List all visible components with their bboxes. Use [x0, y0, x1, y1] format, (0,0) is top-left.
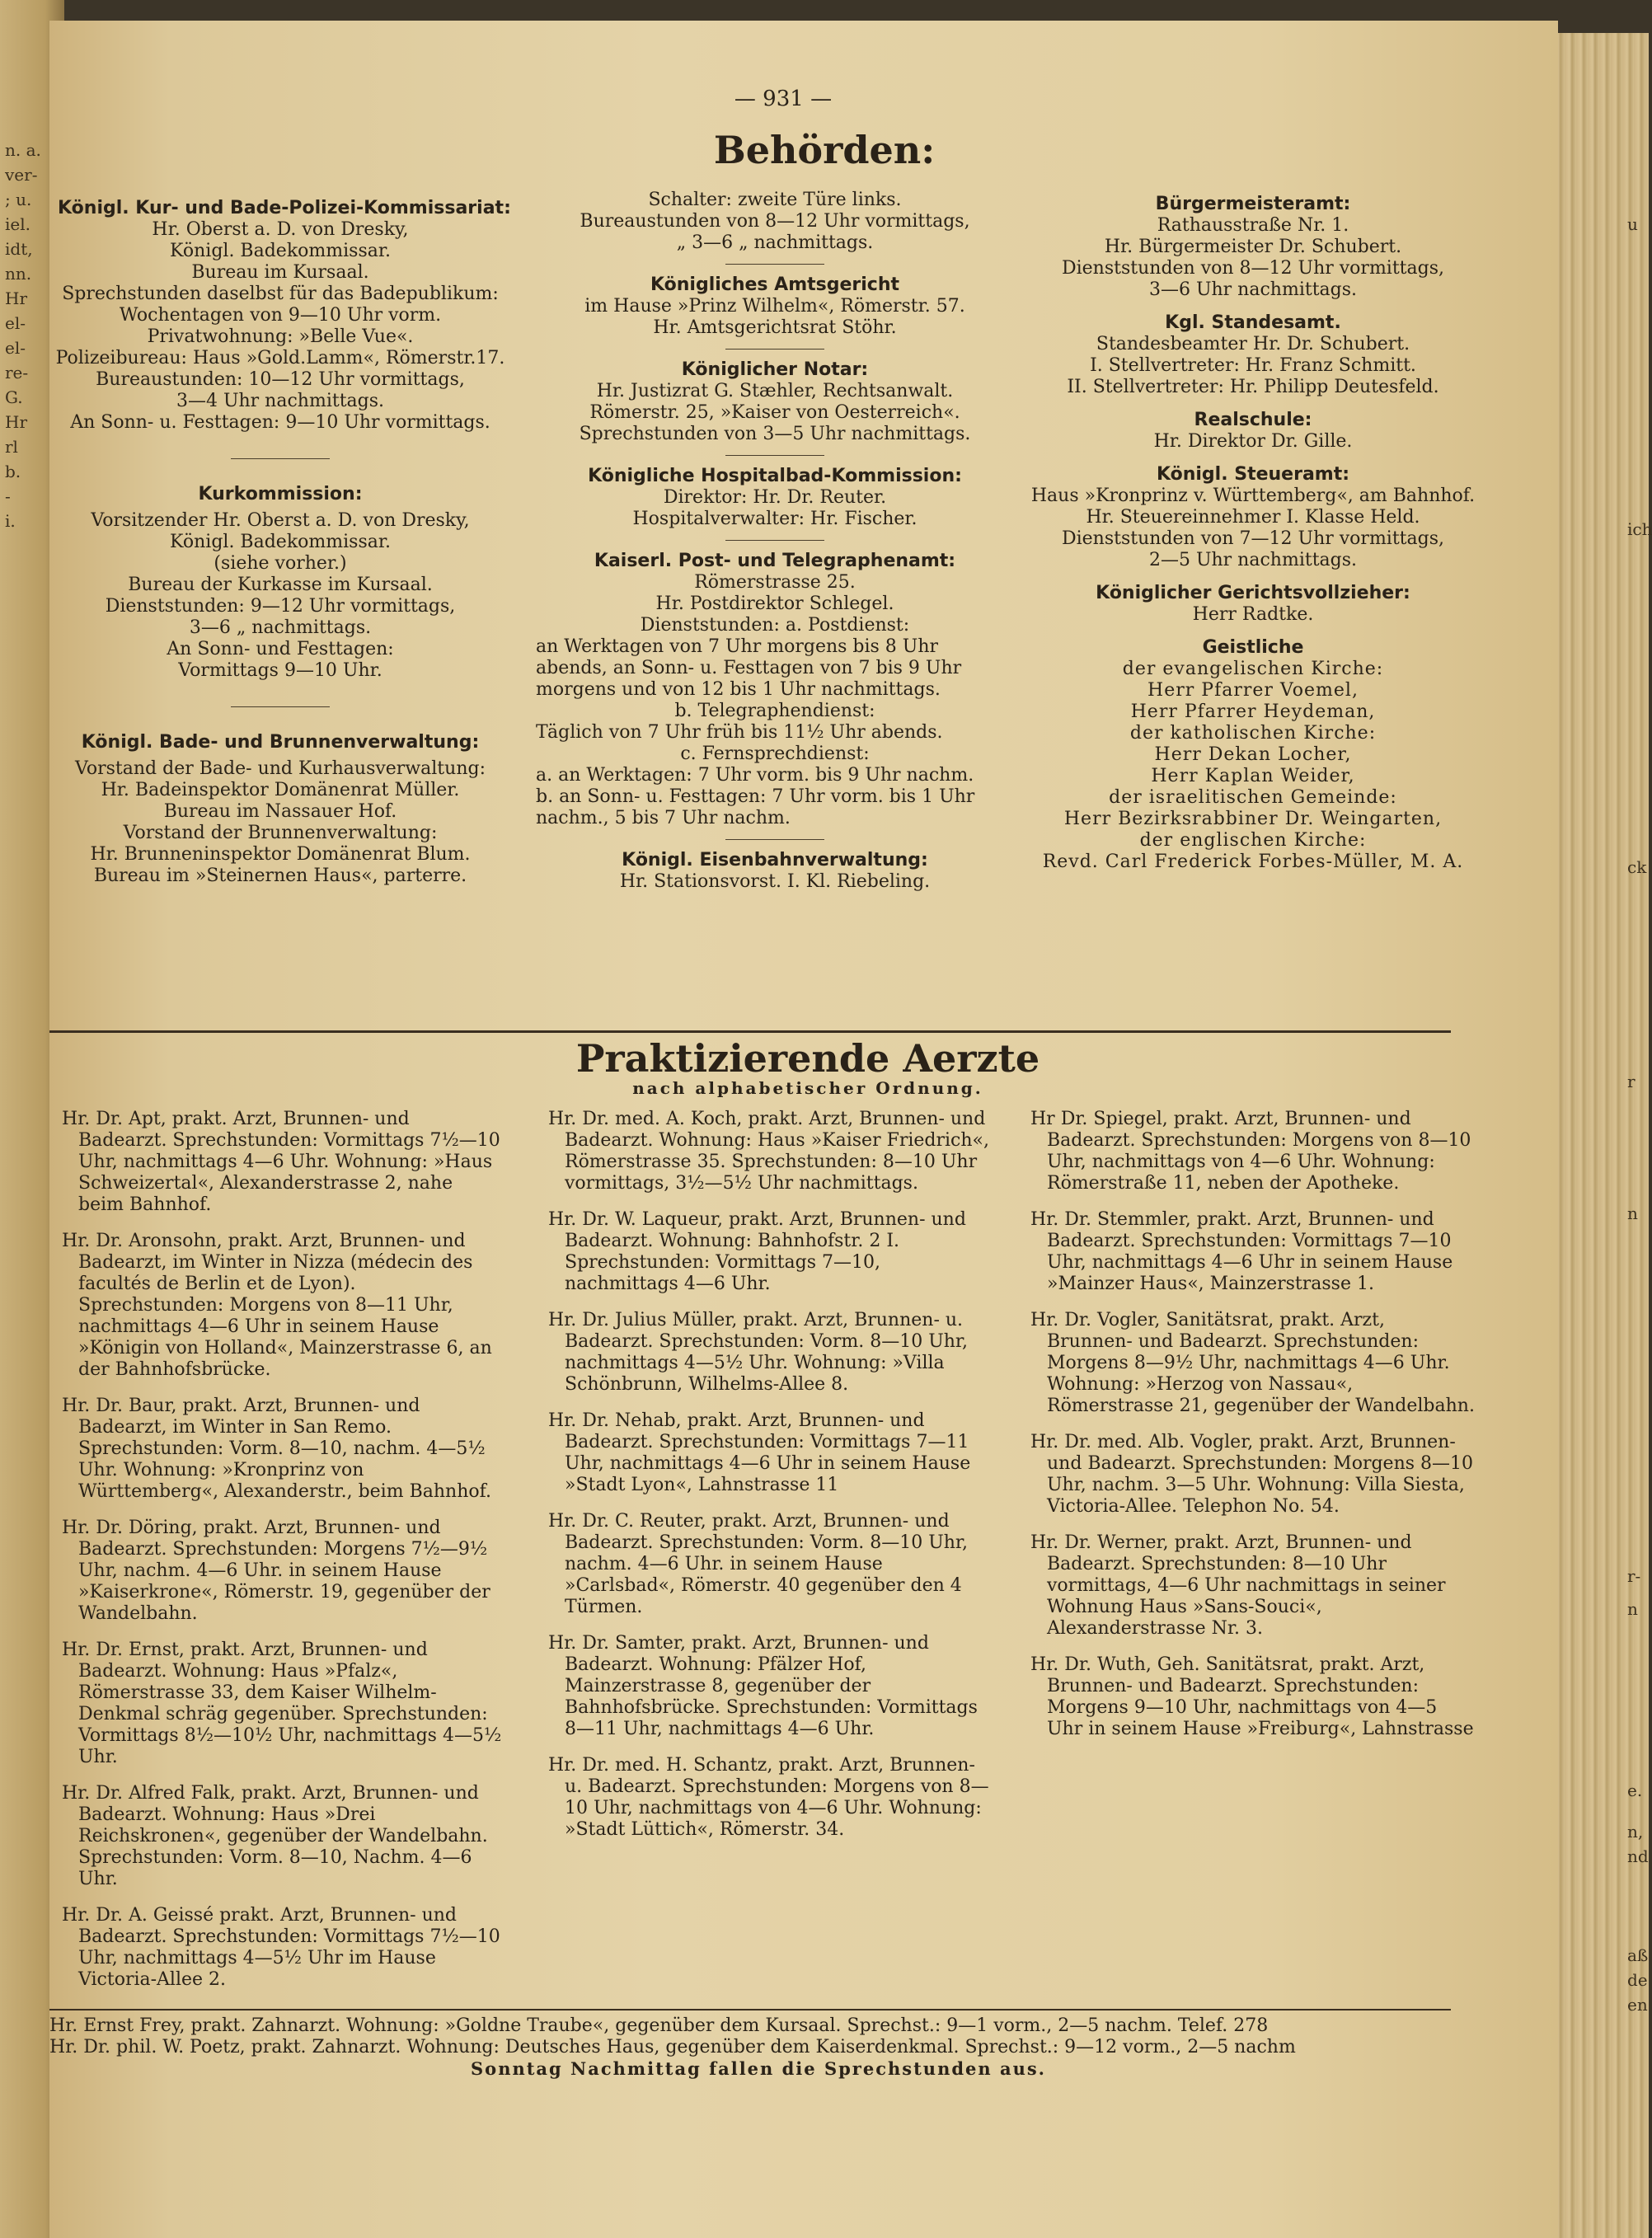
margin-fragment: r: [1627, 1072, 1636, 1091]
text-line: Dienststunden von 7—12 Uhr vormittags,: [1061, 528, 1445, 549]
bade-heading: Königl. Bade- und Brunnenverwaltung:: [81, 732, 480, 753]
hospital-heading: Königliche Hospitalbad-Kommission:: [588, 466, 962, 486]
kur-block: [49, 219, 511, 434]
text-line: II. Stellvertreter: Hr. Philipp Deutesfeld.: [1067, 377, 1439, 397]
margin-fragment: n. a.: [5, 140, 41, 160]
text-line: Bureau im Kursaal.: [191, 262, 369, 283]
doctor-entry: Hr. Dr. Apt, prakt. Arzt, Brunnen- und Badearzt. Sprechstunden: Vormittags 7½—10 Uhr, nachmittags 4—6 Uhr. Wohnung: »Haus Schweizertal«, Alexanderstrasse 2, nahe beim Bahnhof.: [62, 1109, 500, 1215]
footer-line-3: Sonntag Nachmittag fallen die Sprechstunden aus.: [471, 2058, 1046, 2079]
gv-heading: Königlicher Gerichtsvollzieher:: [1096, 583, 1410, 603]
amtsgericht-heading: Königliches Amtsgericht: [650, 274, 900, 295]
text-line: Vorstand der Bade- und Kurhausverwaltung:: [75, 758, 486, 779]
steuer-heading: Königl. Steueramt:: [1156, 464, 1350, 485]
doctor-entry: Hr. Dr. Nehab, prakt. Arzt, Brunnen- und Badearzt. Sprechstunden: Vormittags 7—11 Uhr, nachmittags 4—6 Uhr in seinem Hause »Stadt Lyon«, Lahnstrasse 11: [548, 1410, 971, 1495]
notar-block: [536, 381, 1014, 445]
separator: [725, 264, 824, 265]
text-line: Hr. Postdirektor Schlegel.: [655, 594, 894, 614]
text-line: a. an Werktagen: 7 Uhr vorm. bis 9 Uhr nachm.: [536, 765, 974, 786]
text-line: An Sonn- und Festtagen:: [167, 639, 394, 659]
margin-fragment: ver-: [5, 165, 38, 185]
text-line: im Hause »Prinz Wilhelm«, Römerstr. 57.: [584, 296, 965, 317]
doctor-entry: Hr. Dr. Julius Müller, prakt. Arzt, Brunnen- u. Badearzt. Sprechstunden: Vorm. 8—10 Uhr, nachmittags 4—5½ Uhr. Wohnung: »Villa Schönbrunn, Wilhelms-Allee 8.: [548, 1310, 969, 1395]
text-line: Privatwohnung: »Belle Vue«.: [147, 326, 414, 347]
doctor-entry: Hr. Dr. Stemmler, prakt. Arzt, Brunnen- und Badearzt. Sprechstunden: Vormittags 7—10 Uhr, nachmittags 4—6 Uhr in seinem Hause »Mainzer Haus«, Mainzerstrasse 1.: [1030, 1209, 1453, 1294]
margin-fragment: r-: [1627, 1566, 1641, 1586]
bade-block: [49, 758, 511, 887]
doctor-entry: Hr. Dr. W. Laqueur, prakt. Arzt, Brunnen- und Badearzt. Wohnung: Bahnhofstr. 2 I. Sprechstunden: Vormittags 7—10, nachmittags 4—6 Uhr.: [548, 1209, 966, 1294]
notar-heading: Königlicher Notar:: [681, 359, 869, 380]
page-number: — 931 —: [734, 87, 833, 111]
post-just-block: [536, 636, 1014, 701]
text-line: Vorsitzender Hr. Oberst a. D. von Dresky,: [91, 510, 470, 531]
text-line: Herr Pfarrer Voemel,: [1147, 680, 1359, 701]
separator: [725, 349, 824, 350]
margin-fragment: n: [1627, 1203, 1638, 1223]
text-line: Schalter: zweite Türe links.: [648, 190, 902, 210]
text-line: Hospitalverwalter: Hr. Fischer.: [632, 509, 918, 529]
realschule-heading: Realschule:: [1194, 410, 1312, 430]
text-line: der israelitischen Gemeinde:: [1109, 787, 1397, 808]
doctor-entry: Hr. Dr. Werner, prakt. Arzt, Brunnen- und Badearzt. Sprechstunden: 8—10 Uhr vormittags, 4—6 Uhr nachmittags in seiner Wohnung Haus »Sans-Souci«, Alexanderstrasse Nr. 3.: [1030, 1532, 1446, 1639]
bgm-block: [1022, 215, 1484, 301]
aerzte-column-3: [1030, 1109, 1476, 1755]
bgm-heading: Bürgermeisteramt:: [1155, 194, 1351, 214]
text-line: Direktor: Hr. Dr. Reuter.: [663, 487, 887, 508]
kurkom-block: [49, 510, 511, 682]
text-line: 3—4 Uhr nachmittags.: [176, 391, 385, 411]
text-line: Königl. Badekommissar.: [170, 241, 391, 261]
geistliche-block: [1022, 659, 1484, 873]
post-heading: Kaiserl. Post- und Telegraphenamt:: [594, 551, 956, 571]
text-line: Römerstr. 25, »Kaiser von Oesterreich«.: [589, 402, 960, 423]
text-line: Hr. Justizrat G. Stæhler, Rechtsanwalt.: [596, 381, 954, 401]
text-line: Wochentagen von 9—10 Uhr vorm.: [119, 305, 442, 326]
text-line: 3—6 „ nachmittags.: [189, 617, 372, 638]
text-line: Polizeibureau: Haus »Gold.Lamm«, Römerstr.17.: [55, 348, 505, 368]
doctor-entry: Hr Dr. Spiegel, prakt. Arzt, Brunnen- und Badearzt. Sprechstunden: Morgens von 8—10 Uhr, nachmittags von 4—6 Uhr. Wohnung: Römerstraße 11, neben der Apotheke.: [1030, 1109, 1471, 1194]
hospital-block: [536, 487, 1014, 530]
steuer-block: [1022, 486, 1484, 571]
margin-fragment: iel.: [5, 214, 31, 234]
margin-fragment: n: [1627, 1599, 1638, 1619]
margin-fragment: i.: [5, 511, 16, 531]
post-fern-heading: c. Fernsprechdienst:: [680, 744, 870, 764]
text-line: Bureau der Kurkasse im Kursaal.: [128, 575, 433, 595]
text-line: Bureaustunden: 10—12 Uhr vormittags,: [96, 369, 465, 390]
margin-fragment: e.: [1627, 1781, 1643, 1800]
standesamt-heading: Kgl. Standesamt.: [1165, 312, 1341, 333]
aerzte-column-1: [62, 1109, 503, 2006]
margin-fragment: Hr: [5, 289, 28, 308]
margin-fragment: el-: [5, 313, 26, 333]
text-line: Hr. Bürgermeister Dr. Schubert.: [1104, 237, 1402, 257]
separator: [725, 839, 824, 840]
text-line: Herr Kaplan Weider,: [1151, 766, 1355, 786]
doctor-entry: Hr. Dr. Samter, prakt. Arzt, Brunnen- und Badearzt. Wohnung: Pfälzer Hof, Mainzerstrasse 8, gegenüber der Bahnhofsbrücke. Sprechstunden: Vormittags 8—11 Uhr, nachmittags 4—6 Uhr.: [548, 1633, 978, 1739]
margin-fragment: -: [5, 486, 11, 506]
footer-divider: [49, 2009, 1451, 2010]
text-line: b. an Sonn- u. Festtagen: 7 Uhr vorm. bis 1 Uhr: [536, 786, 975, 807]
text-line: Hr. Brunneninspektor Domänenrat Blum.: [90, 844, 471, 865]
text-line: morgens und von 12 bis 1 Uhr nachmittags.: [536, 679, 941, 700]
text-line: Sprechstunden daselbst für das Badepublikum:: [62, 284, 499, 304]
margin-fragment: aß: [1627, 1945, 1649, 1965]
behoerden-left-column: [49, 198, 511, 887]
page-title: Behörden:: [713, 128, 936, 172]
margin-fragment: ck: [1627, 857, 1647, 877]
margin-fragment: nn.: [5, 264, 32, 284]
post-center-block: [536, 572, 1014, 636]
text-line: Rathausstraße Nr. 1.: [1157, 215, 1349, 236]
text-line: Herr Dekan Locher,: [1154, 744, 1352, 765]
margin-fragment: re-: [5, 363, 29, 382]
footer-line-1: Hr. Ernst Frey, prakt. Zahnarzt. Wohnung: »Goldne Traube«, gegenüber dem Kursaal. Sprechst.: 9—1 vorm., 2—5 nachm. Telef. 278: [49, 2015, 1269, 2036]
behoerden-right-column: [1022, 194, 1484, 873]
text-line: Hr. Steuereinnehmer I. Klasse Held.: [1086, 507, 1420, 528]
standesamt-block: [1022, 334, 1484, 398]
intro-block: [536, 190, 1014, 254]
margin-fragment: rl: [5, 437, 18, 457]
margin-fragment: nd: [1627, 1846, 1649, 1866]
aerzte-subtitle: nach alphabetischer Ordnung.: [632, 1078, 983, 1098]
text-line: Bureau im Nassauer Hof.: [163, 801, 397, 822]
aerzte-column-2: [548, 1109, 993, 1856]
margin-fragment: u: [1627, 214, 1638, 234]
margin-fragment: b.: [5, 462, 21, 481]
text-line: der katholischen Kirche:: [1129, 723, 1377, 744]
text-line: Revd. Carl Frederick Forbes-Müller, M. A.: [1042, 852, 1464, 872]
doctor-entry: Hr. Dr. C. Reuter, prakt. Arzt, Brunnen- und Badearzt. Sprechstunden: Vorm. 8—10 Uhr, nachm. 4—6 Uhr. in seinem Hause »Carlsbad«, Römerstr. 40 gegenüber den 4 Türmen.: [548, 1511, 969, 1617]
doctor-entry: Hr. Dr. A. Geissé prakt. Arzt, Brunnen- und Badearzt. Sprechstunden: Vormittags 7½—10 Uhr, nachmittags 4—5½ Uhr im Hause Victoria-Allee 2.: [62, 1905, 500, 1990]
margin-fragment: n,: [1627, 1822, 1644, 1842]
separator: [725, 455, 824, 456]
text-line: Sprechstunden von 3—5 Uhr nachmittags.: [579, 424, 971, 444]
text-line: Hr. Badeinspektor Domänenrat Müller.: [101, 780, 460, 800]
text-line: Dienststunden: a. Postdienst:: [640, 615, 910, 636]
eisenbahn-line: Hr. Stationsvorst. I. Kl. Riebeling.: [619, 871, 931, 892]
doctor-entry: Hr. Dr. Aronsohn, prakt. Arzt, Brunnen- und Badearzt, im Winter in Nizza (médecin des facultés de Berlin et de Lyon). Sprechstunden: Morgens von 8—11 Uhr, nachmittags 4—6 Uhr in seinem Hause »Königin von Holland«, Mainzerstrasse 6, an der Bahnhofsbrücke.: [62, 1231, 492, 1380]
doctor-entry: Hr. Dr. med. Alb. Vogler, prakt. Arzt, Brunnen- und Badearzt. Sprechstunden: Morgens 8—10 Uhr, nachm. 3—5 Uhr. Wohnung: Villa Siesta, Victoria-Allee. Telephon No. 54.: [1030, 1432, 1474, 1517]
text-line: Hr. Amtsgerichtsrat Stöhr.: [653, 317, 897, 338]
text-line: (siehe vorher.): [214, 553, 347, 574]
section-divider: [49, 1030, 1451, 1033]
text-line: „ 3—6 „ nachmittags.: [676, 232, 874, 253]
doctor-entry: Hr. Dr. med. A. Koch, prakt. Arzt, Brunnen- und Badearzt. Wohnung: Haus »Kaiser Friedrich«, Römerstrasse 35. Sprechstunden: 8—10 Uhr vormittags, 3½—5½ Uhr nachmittags.: [548, 1109, 990, 1194]
text-line: Königl. Badekommissar.: [170, 532, 391, 552]
doctor-entry: Hr. Dr. med. H. Schantz, prakt. Arzt, Brunnen- u. Badearzt. Sprechstunden: Morgens von 8—10 Uhr, nachmittags von 4—6 Uhr. Wohnung: »Stadt Lüttich«, Römerstr. 34.: [548, 1755, 989, 1840]
post-fern-block: [536, 765, 1014, 829]
doctor-entry: Hr. Dr. Baur, prakt. Arzt, Brunnen- und Badearzt, im Winter in San Remo. Sprechstunden: Vorm. 8—10, nachm. 4—5½ Uhr. Wohnung: »Kronprinz von Württemberg«, Alexanderstr., beim Bahnhof.: [62, 1396, 491, 1502]
text-line: Bureau im »Steinernen Haus«, parterre.: [93, 866, 467, 886]
aerzte-title: Praktizierende Aerzte: [575, 1036, 1040, 1081]
footer: [49, 2015, 1467, 2080]
separator: [231, 458, 330, 459]
footer-line-2: Hr. Dr. phil. W. Poetz, prakt. Zahnarzt. Wohnung: Deutsches Haus, gegenüber dem Kaiserdenkmal. Sprechst.: 9—12 vorm., 2—5 nachm: [49, 2037, 1296, 2057]
gv-line: Herr Radtke.: [1192, 604, 1314, 625]
text-line: Römerstrasse 25.: [694, 572, 856, 593]
margin-fragment: G.: [5, 387, 23, 407]
text-line: der evangelischen Kirche:: [1122, 659, 1384, 679]
text-line: Hr. Oberst a. D. von Dresky,: [152, 219, 409, 240]
realschule-line: Hr. Direktor Dr. Gille.: [1153, 431, 1353, 452]
text-line: Vorstand der Brunnenverwaltung:: [123, 823, 438, 843]
eisenbahn-heading: Königl. Eisenbahnverwaltung:: [622, 850, 928, 870]
separator: [725, 540, 824, 541]
margin-fragment: idt,: [5, 239, 33, 259]
doctor-entry: Hr. Dr. Vogler, Sanitätsrat, prakt. Arzt, Brunnen- und Badearzt. Sprechstunden: Morgens 8—9½ Uhr, nachmittags 4—6 Uhr. Wohnung: »Herzog von Nassau«, Römerstrasse 21, gegenüber der Wandelbahn.: [1030, 1310, 1475, 1416]
doctor-entry: Hr. Dr. Alfred Falk, prakt. Arzt, Brunnen- und Badearzt. Wohnung: Haus »Drei Reichskronen«, gegenüber der Wandelbahn. Sprechstunden: Vorm. 8—10, Nachm. 4—6 Uhr.: [62, 1783, 488, 1889]
margin-fragment: de: [1627, 1970, 1648, 1990]
margin-fragment: el-: [5, 338, 26, 358]
text-line: Haus »Kronprinz v. Württemberg«, am Bahnhof.: [1030, 486, 1476, 506]
doctor-entry: Hr. Dr. Döring, prakt. Arzt, Brunnen- und Badearzt. Sprechstunden: Morgens 7½—9½ Uhr, nachm. 4—6 Uhr. in seinem Hause »Kaiserkrone«, Römerstr. 19, gegenüber der Wandelbahn.: [62, 1518, 490, 1624]
text-line: 3—6 Uhr nachmittags.: [1148, 279, 1358, 300]
text-line: Vormittags 9—10 Uhr.: [178, 660, 382, 681]
post-tele-heading: b. Telegraphendienst:: [674, 701, 875, 721]
post-tele-line: Täglich von 7 Uhr früh bis 11½ Uhr abends.: [536, 722, 943, 743]
doctor-entry: Hr. Dr. Wuth, Geh. Sanitätsrat, prakt. Arzt, Brunnen- und Badearzt. Sprechstunden: Morgens 9—10 Uhr, nachmittags von 4—5 Uhr in seinem Hause »Freiburg«, Lahnstrasse: [1030, 1654, 1474, 1739]
text-line: Bureaustunden von 8—12 Uhr vormittags,: [580, 211, 970, 232]
kur-heading: Königl. Kur- und Bade-Polizei-Kommissariat:: [58, 198, 511, 218]
amtsgericht-block: [536, 296, 1014, 339]
document-page: [49, 21, 1558, 2238]
text-line: Standesbeamter Hr. Dr. Schubert.: [1096, 334, 1410, 354]
text-line: 2—5 Uhr nachmittags.: [1148, 550, 1358, 570]
text-line: Herr Pfarrer Heydeman,: [1130, 701, 1376, 722]
text-line: an Werktagen von 7 Uhr morgens bis 8 Uhr: [536, 636, 939, 657]
text-line: An Sonn- u. Festtagen: 9—10 Uhr vormittags.: [70, 412, 490, 433]
margin-fragment: Hr: [5, 412, 28, 432]
text-line: Dienststunden von 8—12 Uhr vormittags,: [1061, 258, 1445, 279]
text-line: nachm., 5 bis 7 Uhr nachm.: [536, 808, 791, 828]
text-line: abends, an Sonn- u. Festtagen von 7 bis 9 Uhr: [536, 658, 962, 678]
separator: [231, 706, 330, 707]
geistliche-heading: Geistliche: [1202, 637, 1304, 658]
text-line: der englischen Kirche:: [1139, 830, 1367, 851]
text-line: Dienststunden: 9—12 Uhr vormittags,: [105, 596, 456, 617]
doctor-entry: Hr. Dr. Ernst, prakt. Arzt, Brunnen- und Badearzt. Wohnung: Haus »Pfalz«, Römerstrasse 33, dem Kaiser Wilhelm-Denkmal schräg gegenüber. Sprechstunden: Vormittags 8½—10½ Uhr, nachmittags 4—5½ Uhr.: [62, 1640, 502, 1767]
margin-fragment: ich: [1627, 519, 1652, 539]
text-line: Herr Bezirksrabbiner Dr. Weingarten,: [1063, 809, 1443, 829]
text-line: I. Stellvertreter: Hr. Franz Schmitt.: [1090, 355, 1416, 376]
margin-fragment: ; u.: [5, 190, 32, 209]
margin-fragment: en: [1627, 1995, 1648, 2015]
kurkom-heading: Kurkommission:: [198, 484, 363, 504]
behoerden-middle-column: [536, 190, 1014, 893]
